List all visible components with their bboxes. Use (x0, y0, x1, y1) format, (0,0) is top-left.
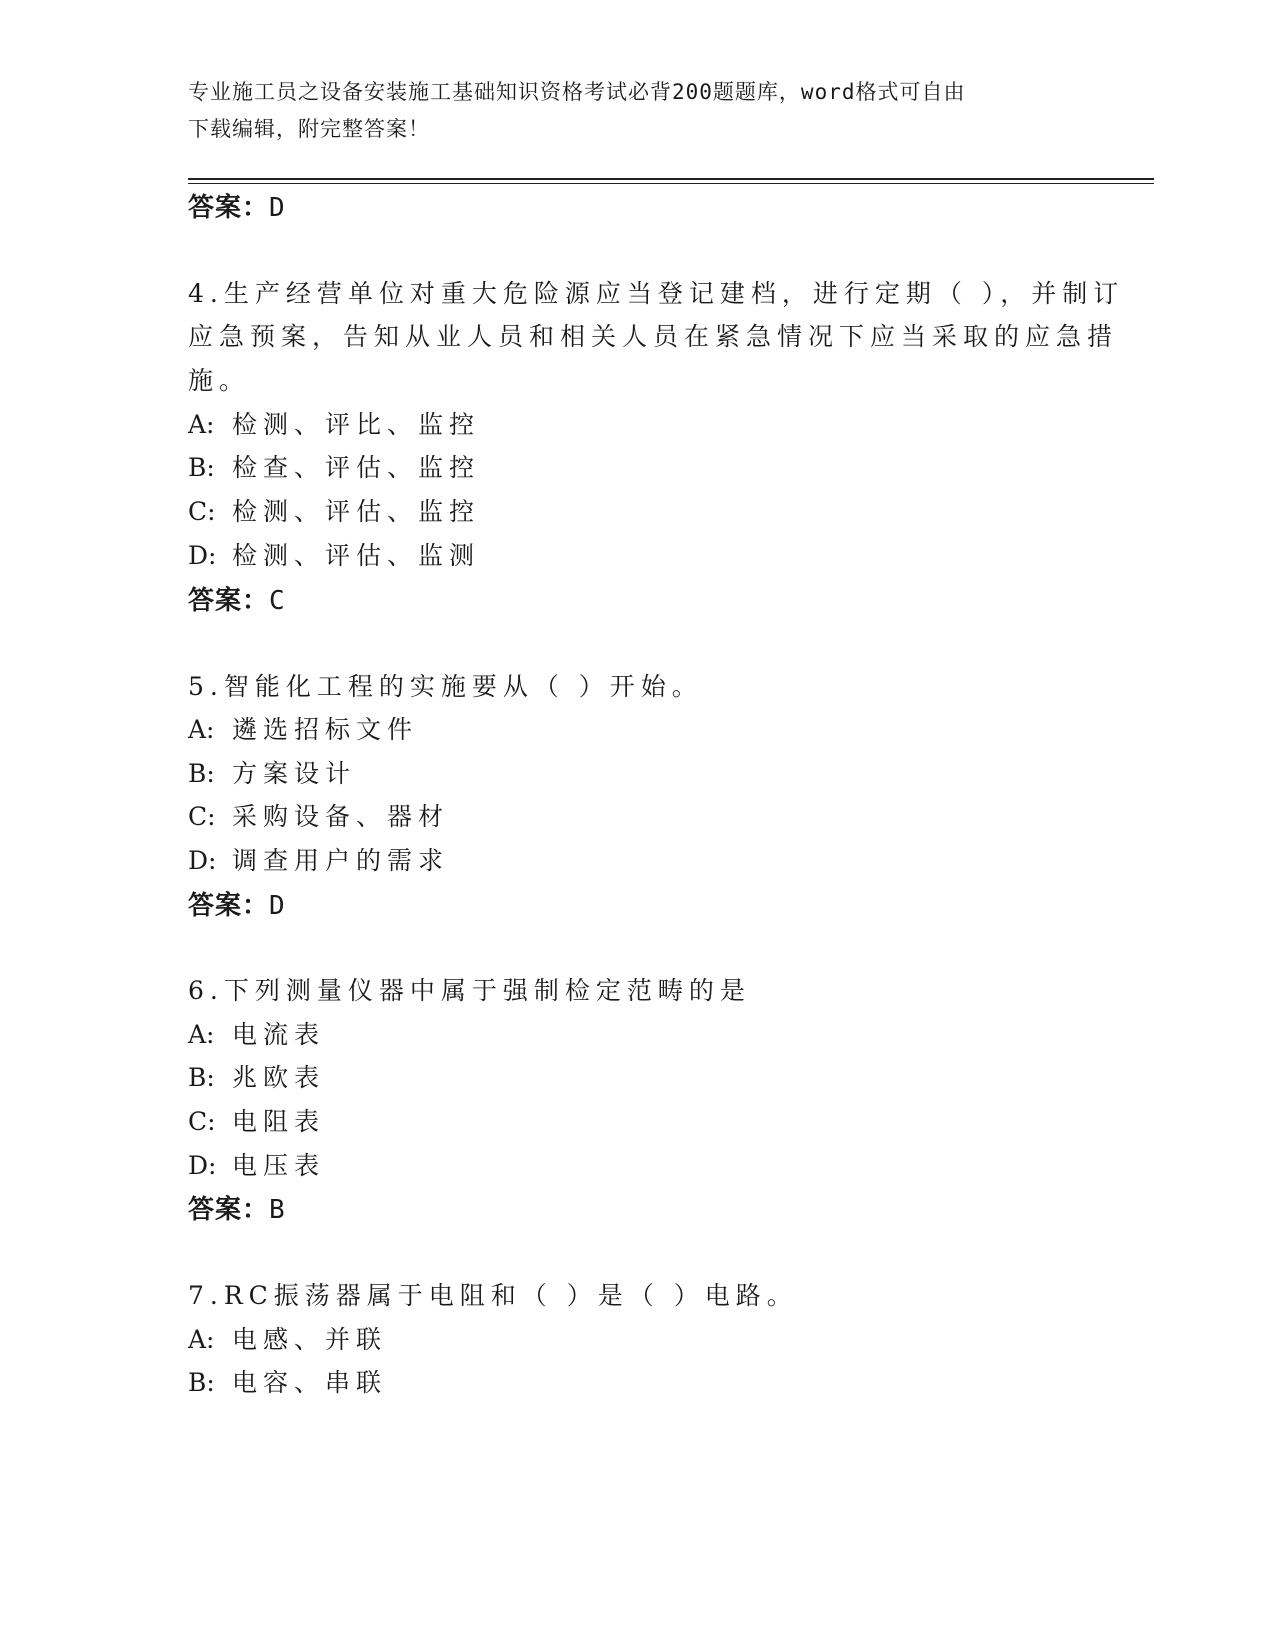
option-label: A: (188, 715, 215, 744)
question-4-line-1: 4.生产经营单位对重大危险源应当登记建档，进行定期（ ），并制订 (188, 279, 1125, 308)
option-label: B: (188, 1063, 215, 1092)
option-text: 检查、评估、监控 (232, 453, 481, 482)
header-line-1: 专业施工员之设备安装施工基础知识资格考试必背200题题库，word格式可自由 (188, 80, 966, 104)
question-6-option-d (188, 1146, 325, 1182)
document-header (188, 74, 1068, 148)
option-label: A: (188, 1020, 215, 1049)
option-label: B: (188, 759, 215, 788)
question-7-line-1: 7.RC振荡器属于电阻和（ ）是（ ）电路。 (188, 1281, 798, 1310)
option-label: D: (188, 541, 217, 570)
answer-label: 答案： (188, 586, 270, 616)
option-label: D: (188, 846, 217, 875)
answer-label: 答案： (188, 193, 270, 223)
option-text: 电压表 (232, 1151, 326, 1180)
option-label: C: (188, 497, 216, 526)
answer-value: D (269, 193, 286, 223)
option-text: 检测、评比、监控 (232, 410, 481, 439)
option-text: 电感、并联 (232, 1325, 388, 1354)
header-rule-thin (188, 183, 1154, 184)
answer-line (188, 187, 286, 224)
option-label: C: (188, 1107, 216, 1136)
question-5-option-d (188, 841, 449, 877)
question-5-line-1: 5.智能化工程的实施要从（ ）开始。 (188, 672, 703, 701)
answer-value: D (269, 891, 286, 921)
question-6-option-a (188, 1015, 325, 1051)
question-5-answer (188, 885, 286, 922)
question-4-option-d (188, 536, 480, 572)
option-text: 采购设备、器材 (232, 802, 450, 831)
option-text: 电流表 (232, 1020, 326, 1049)
option-text: 兆欧表 (232, 1063, 326, 1092)
question-5-option-c (188, 797, 449, 833)
answer-label: 答案： (188, 891, 270, 921)
option-text: 电阻表 (232, 1107, 326, 1136)
option-label: B: (188, 1368, 215, 1397)
answer-value: B (269, 1195, 286, 1225)
question-6-option-c (188, 1102, 325, 1138)
option-label: C: (188, 802, 216, 831)
question-4-line-2: 应急预案，告知从业人员和相关人员在紧急情况下应当采取的应急措 (188, 322, 1119, 351)
question-7-option-a (188, 1320, 387, 1356)
header-line-2: 下载编辑，附完整答案！ (188, 117, 430, 141)
option-label: A: (188, 410, 215, 439)
question-4-line-3: 施。 (188, 366, 251, 395)
question-6-line-1: 6.下列测量仪器中属于强制检定范畴的是 (188, 976, 751, 1005)
option-text: 方案设计 (232, 759, 357, 788)
option-text: 遴选招标文件 (232, 715, 419, 744)
option-label: A: (188, 1325, 215, 1354)
option-text: 检测、评估、监测 (232, 541, 481, 570)
question-4-option-b (188, 448, 480, 484)
question-7-option-b (188, 1363, 387, 1399)
question-4-answer (188, 580, 286, 617)
option-text: 电容、串联 (232, 1368, 388, 1397)
option-label: B: (188, 453, 215, 482)
question-5-option-a (188, 710, 418, 746)
question-6-option-b (188, 1058, 325, 1094)
answer-label: 答案： (188, 1195, 270, 1225)
option-label: D: (188, 1151, 217, 1180)
option-text: 调查用户的需求 (232, 846, 450, 875)
question-4-option-c (188, 492, 480, 528)
question-4-option-a (188, 405, 480, 441)
header-rule-thick (188, 178, 1154, 180)
option-text: 检测、评估、监控 (232, 497, 481, 526)
question-6-answer (188, 1189, 286, 1226)
answer-value: C (269, 586, 286, 616)
question-5-option-b (188, 754, 356, 790)
